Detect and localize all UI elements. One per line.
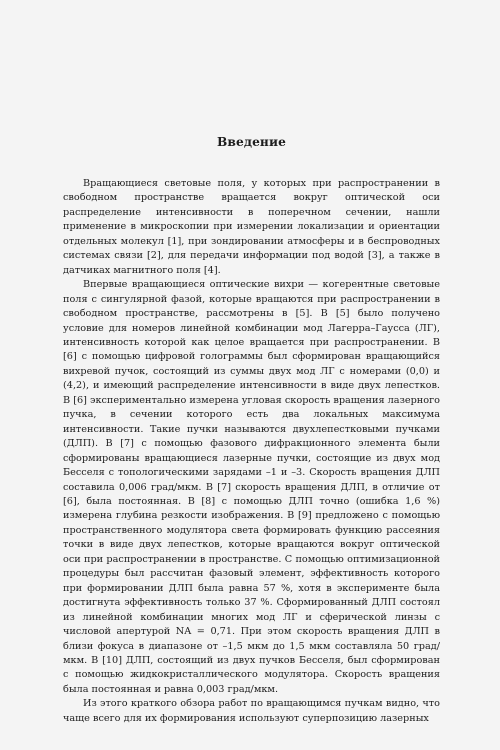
paragraph-summary: Из этого краткого обзора работ по вращающимся пучкам видно, что чаще всего для их формирования используют суперпозицию лазерных — [63, 698, 440, 724]
paragraph-literature-review: Впервые вращающиеся оптические вихри — когерентные световые поля с сингулярной фазой, которые вращаются при распространении в свободном пространстве, рассмотрены в [5]. В [5] было получено условие для номеров линейной комбинации мод Лагерра–Гаусса (ЛГ), интенсивность которой как целое вращается при распространении. В [6] с помощью цифровой голограммы был сформирован вращающийся вихревой пучок, состоящий из суммы двух мод ЛГ с номерами (0,0) и (4,2), и имеющий распределение интенсивности в виде двух лепестков. В [6] экспериментально измерена угловая скорость вращения лазерного пучка, в сечении которого есть два локальных максимума интенсивности. Такие пучки называются двухлепестковыми пучками (ДЛП). В [7] с помощью фазового дифракционного элемента были сформированы вращающиеся лазерные пучки, состоящие из двух мод Бесселя с топологическими зарядами –1 и –3. Скорость вращения ДЛП составила 0,006 град/мкм. В [7] скорость вращения ДЛП, в отличие от [6], была постоянная. В [8] с помощью ДЛП точно (ошибка 1,6 %) измерена глубина резкости изображения. В [9] предложено с помощью пространственного модулятора света формировать функцию рассеяния точки в виде двух лепестков, которые вращаются вокруг оптической оси при распространении в пространстве. С помощью оптимизационной процедуры был рассчитан фазовый элемент, эффективность которого при формировании ДЛП была равна 57 %, хотя в эксперименте была достигнута эффективность только 37 %. Сформированный ДЛП состоял из линейной комбинации многих мод ЛГ и сферической линзы с числовой апертурой NA = 0,71. При этом скорость вращения ДЛП в близи фокуса в диапазоне от –1,5 мкм до 1,5 мкм составляла 50 град/мкм. В [10] ДЛП, состоящий из двух пучков Бесселя, был сформирован с помощью жидкокристаллического модулятора. Скорость вращения была постоянная и равна 0,003 град/мкм. — [63, 279, 440, 695]
section-heading: Введение — [217, 135, 286, 149]
paragraph-applications: Вращающиеся световые поля, у которых при распространении в свободном пространстве вращается вокруг оптической оси распределение интенсивности в поперечном сечении, нашли применение в микроскопии при измерении локализации и ориентации отдельных молекул [1], при зондировании атмосферы и в беспроводных системах связи [2], для передачи информации под водой [3], а также в датчиках магнитного поля [4]. — [63, 178, 440, 276]
